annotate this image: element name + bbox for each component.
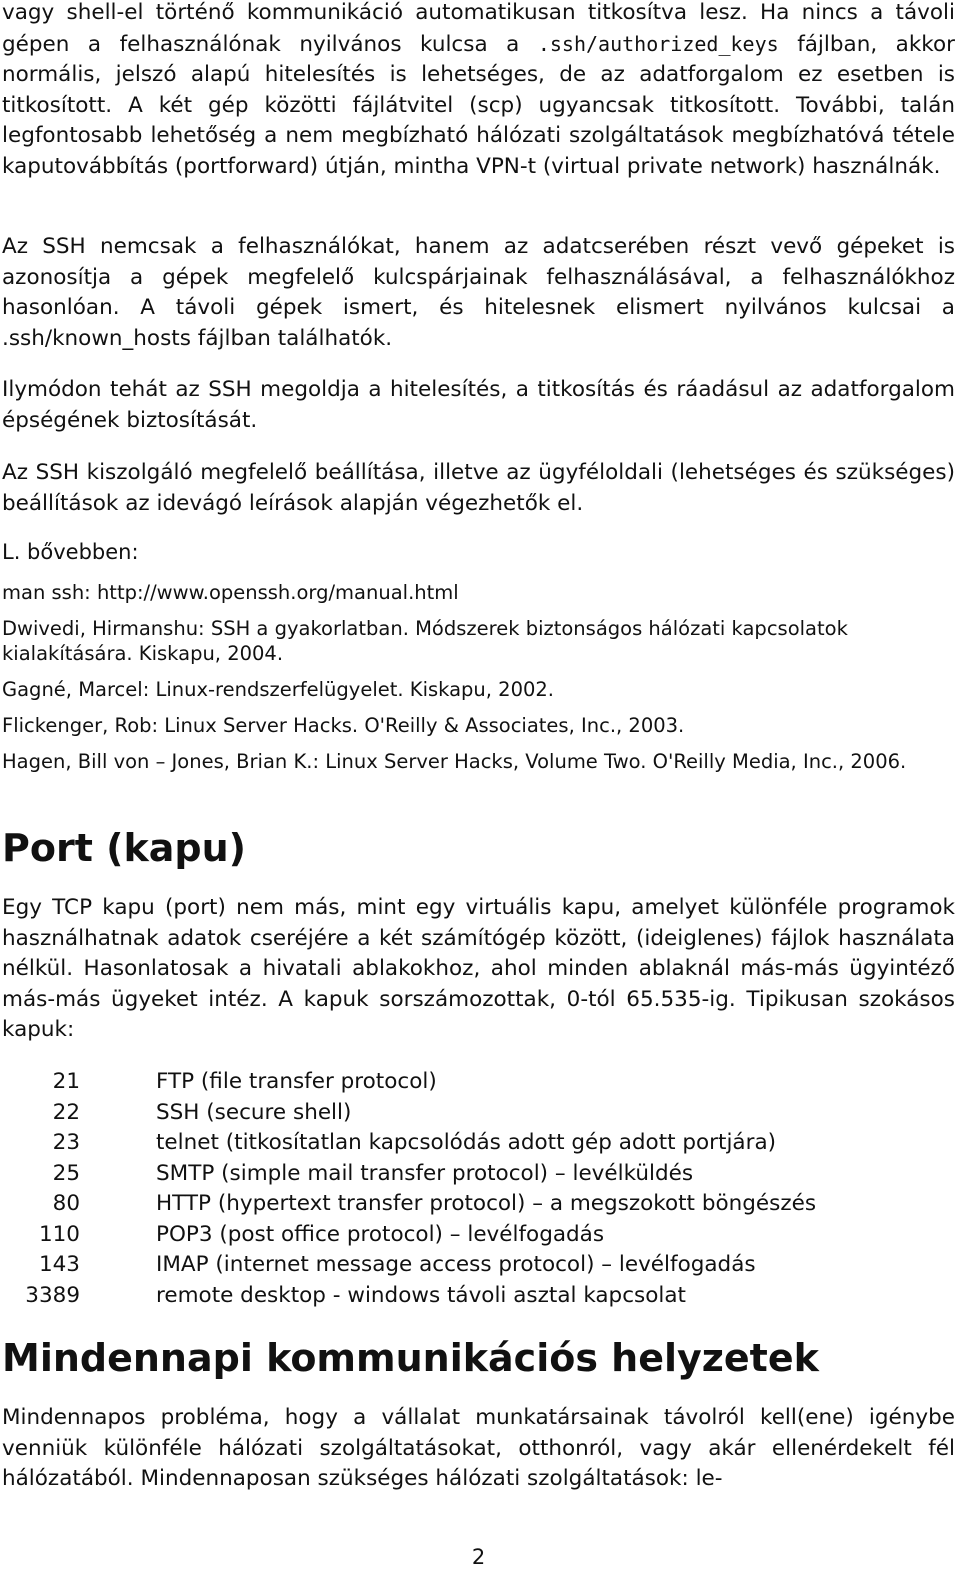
port-description: telnet (titkosítatlan kapcsolódás adott gép adott portjára) [156, 1130, 777, 1155]
reference-item: man ssh: http://www.openssh.org/manual.html [2, 581, 459, 604]
section-heading-port: Port (kapu) [2, 826, 246, 870]
port-number: 21 [52, 1069, 80, 1094]
port-description: FTP (file transfer protocol) [156, 1069, 437, 1094]
port-row [2, 1128, 955, 1159]
port-description: IMAP (internet message access protocol) – levélfogadás [156, 1252, 756, 1277]
reference-item: Flickenger, Rob: Linux Server Hacks. O'Reilly & Associates, Inc., 2003. [2, 714, 685, 737]
port-row [2, 1220, 955, 1251]
see-more-label: L. bővebben: [2, 540, 139, 564]
port-list [2, 1067, 955, 1311]
paragraph-config: Az SSH kiszolgáló megfelelő beállítása, illetve az ügyféloldali (lehetséges és szükséges) beállítások az idevágó leírások alapján végezhetők el. [2, 460, 955, 516]
paragraph-summary: Ilymódon tehát az SSH megoldja a hitelesítés, a titkosítás és ráadásul az adatforgalom épségének biztosítását. [2, 377, 955, 433]
port-number: 80 [52, 1191, 80, 1216]
port-description: HTTP (hypertext transfer protocol) – a megszokott böngészés [156, 1191, 817, 1216]
paragraph-daily: Mindennapos probléma, hogy a vállalat munkatársainak távolról kell(ene) igénybe venniük különféle hálózati szolgáltatásokat, otthonról, vagy akár ellenérdekelt fél hálózatából. Mindennaposan szükséges hálózati szolgáltatások: le- [2, 1405, 955, 1491]
port-row [2, 1098, 955, 1129]
port-number: 25 [52, 1160, 80, 1186]
page-number: 2 [471, 1545, 486, 1569]
port-row [2, 1281, 955, 1312]
port-number: 110 [38, 1221, 80, 1247]
port-number: 143 [38, 1252, 80, 1277]
port-row [2, 1067, 955, 1098]
reference-item: Dwivedi, Hirmanshu: SSH a gyakorlatban. Módszerek biztonságos hálózati kapcsolatok kialakítására. Kiskapu, 2004. [2, 617, 848, 665]
section-heading-daily: Mindennapi kommunikációs helyzetek [2, 1336, 819, 1380]
port-description: POP3 (post office protocol) – levélfogadás [156, 1221, 605, 1247]
port-number: 3389 [25, 1282, 80, 1308]
paragraph-port-intro: Egy TCP kapu (port) nem más, mint egy virtuális kapu, amelyet különféle programok használhatnak adatok cseréjére a két számítógép között, (ideiglenes) fájlok használata nélkül. Hasonlatosak a hivatali ablakokhoz, ahol minden ablaknál más-más ügyintéző más-más ügyeket intéz. A kapuk sorszámozottak, 0-tól 65.535-ig. Tipikusan szokásos kapuk: [2, 895, 955, 1042]
paragraph-text: vagy shell-el történő kommunikáció automatikusan titkosítva lesz. Ha nincs a távoli gépen a felhasználónak nyilvános kulcsa a [2, 0, 955, 57]
port-number: 22 [52, 1099, 80, 1125]
port-row [2, 1189, 955, 1220]
port-description: SMTP (simple mail transfer protocol) – levélküldés [156, 1160, 694, 1186]
reference-item: Gagné, Marcel: Linux-rendszerfelügyelet. Kiskapu, 2002. [2, 678, 554, 701]
reference-list [2, 580, 955, 785]
authorized-keys-path: .ssh/authorized_keys [537, 31, 779, 56]
port-description: remote desktop - windows távoli asztal kapcsolat [156, 1282, 686, 1308]
port-number: 23 [52, 1130, 80, 1155]
paragraph-host-auth: Az SSH nemcsak a felhasználókat, hanem az adatcserében részt vevő gépeket is azonosítja a gépek megfelelő kulcspárjainak felhasználásával, a felhasználókhoz hasonlóan. A távoli gépek ismert, és hitelesnek elismert nyilvános kulcsai a .ssh/known_hosts fájlban találhatók. [2, 234, 955, 351]
paragraph-ssh-intro [2, 0, 955, 182]
paragraph-text: fájlban, akkor normális, jelszó alapú hitelesítés is lehetséges, de az adatforgalom ez esetben is titkosított. A két gép közötti fájlátvitel (scp) ugyancsak titkosított. További, talán legfontosabb lehetőség a nem megbízható hálózati szolgáltatások megbízhatóvá tétele kaputovábbítás (portforward) útján, mintha VPN-t (virtual private network) használnák. [2, 31, 955, 179]
port-description: SSH (secure shell) [156, 1099, 352, 1125]
port-row [2, 1250, 955, 1281]
reference-item: Hagen, Bill von – Jones, Brian K.: Linux Server Hacks, Volume Two. O'Reilly Media, Inc., 2006. [2, 750, 907, 773]
port-row [2, 1159, 955, 1190]
